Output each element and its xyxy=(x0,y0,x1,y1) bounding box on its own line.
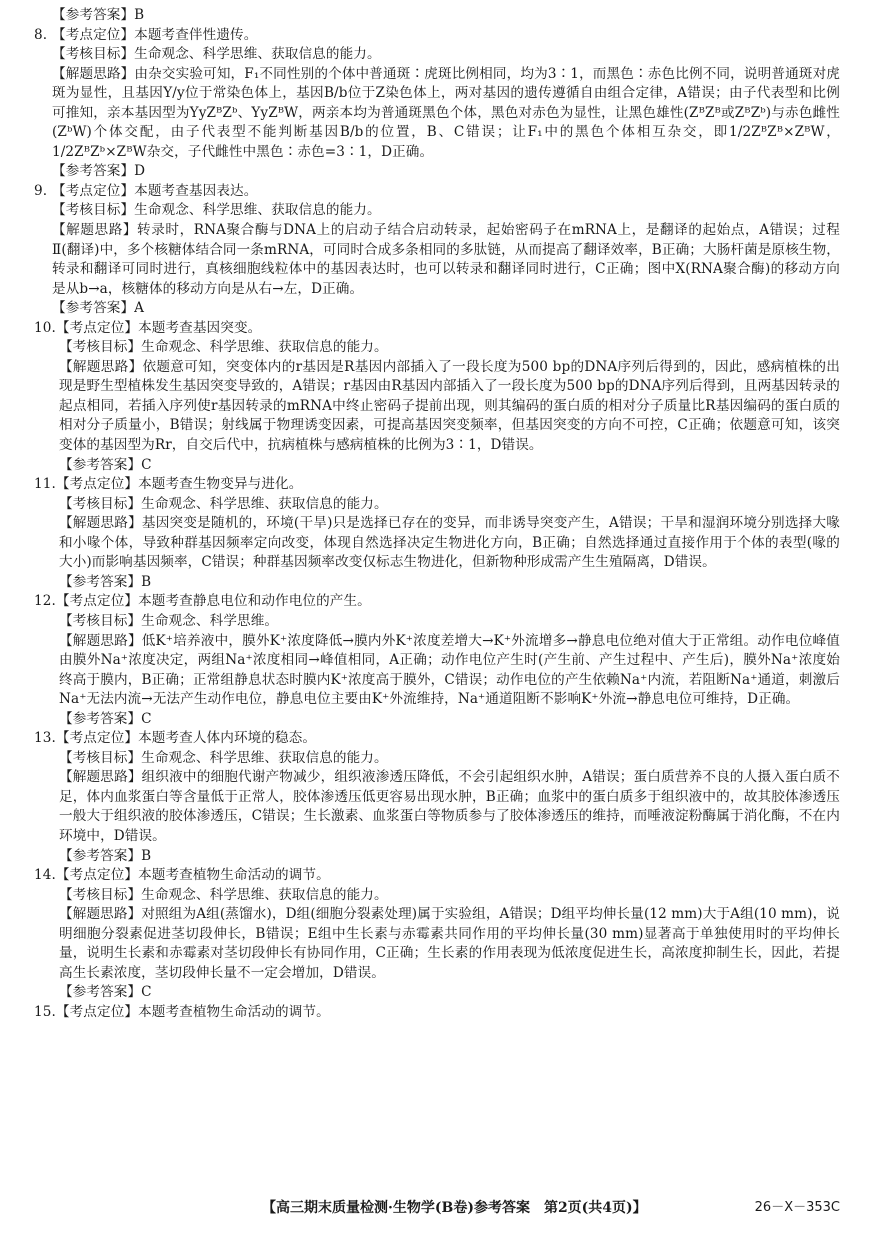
answer-text: 【参考答案】B xyxy=(59,573,152,590)
answer-text: 【参考答案】A xyxy=(52,300,145,317)
goal-text: 【考核目标】生命观念、科学思维、获取信息的能力。 xyxy=(59,339,388,356)
question-number: 8. xyxy=(34,26,48,43)
footer-title: 【高三期末质量检测·生物学(B卷)参考答案 第2页(共4页)】 xyxy=(261,1200,647,1216)
goal-text: 【考核目标】生命观念、科学思维、获取信息的能力。 xyxy=(52,46,381,63)
question-8-point xyxy=(34,26,840,46)
analysis-text: 【解题思路】低K⁺培养液中，膜外K⁺浓度降低→膜内外K⁺浓度差增大→K⁺外流增多→静息电位绝对值大于正常组。动作电位峰值由膜外Na⁺浓度决定，两组Na⁺浓度相同→峰值相同，A正确；动作电位产生时(产生前、产生过程中、产生后)，膜外Na⁺浓度始终高于膜内，B正确；正常组静息状态时膜内K⁺浓度高于膜外，C错误；动作电位的产生依赖Na⁺内流，若阻断Na⁺通道，刺激后Na⁺无法内流→无法产生动作电位，静息电位主要由K⁺外流维持，Na⁺通道阻断不影响K⁺外流→静息电位可维持，D正确。 xyxy=(59,632,840,708)
question-11-analysis xyxy=(34,514,840,573)
question-15-point xyxy=(34,1003,840,1023)
question-number: 11. xyxy=(34,476,56,493)
question-13-analysis xyxy=(34,768,840,846)
analysis-text: 【解题思路】依题意可知，突变体内的r基因是R基因内部插入了一段长度为500 bp的DNA序列后得到的，因此，感病植株的出现是野生型植株发生基因突变导致的，A错误；r基因由R基因内部插入了一段长度为500 bp的DNA序列后得到，且两基因转录的起点相同，若插入序列使r基因转录的mRNA中终止密码子提前出现，则其编码的蛋白质的相对分子质量比R基因编码的蛋白质的相对分子质量小，B错误；射线属于物理诱变因素，可提高基因突变频率，但基因突变的方向不可控，C正确；依题意可知，该突变体的基因型为Rr，自交后代中，抗病植株与感病植株的比例为3∶1，D错误。 xyxy=(59,358,840,454)
question-10-analysis xyxy=(34,358,840,456)
question-14-analysis xyxy=(34,905,840,983)
question-number: 10. xyxy=(34,319,56,336)
point-text: 【考点定位】本题考查植物生命活动的调节。 xyxy=(55,867,330,884)
question-11-goal xyxy=(34,495,840,515)
answer-text: 【参考答案】C xyxy=(59,984,152,1001)
analysis-text: 【解题思路】由杂交实验可知，F₁不同性别的个体中普通斑∶虎斑比例相同，均为3∶1，而黑色∶赤色比例不同，说明普通斑对虎斑为显性，且基因Y/y位于常染色体上，基因B/b位于Z染色体上，两对基因的遗传遵循自由组合定律，A错误；由子代表型和比例可推知，亲本基因型为YyZᴮZᵇ、YyZᴮW，两亲本均为普通斑黑色个体，黑色对赤色为显性，让黑色雄性(ZᴮZᴮ或ZᴮZᵇ)与赤色雌性(ZᵇW)个体交配，由子代表型不能判断基因B/b的位置，B、C错误；让F₁中的黑色个体相互杂交，即1/2ZᴮZᴮ×ZᴮW，1/2ZᴮZᵇ×ZᴮW杂交，子代雌性中黑色∶赤色=3∶1，D正确。 xyxy=(52,65,840,160)
answer-text: 【参考答案】C xyxy=(59,456,152,473)
question-14-answer xyxy=(34,983,840,1003)
question-number: 13. xyxy=(34,730,56,747)
question-11-point xyxy=(34,475,840,495)
question-12-answer xyxy=(34,710,840,730)
point-text: 【考点定位】本题考查伴性遗传。 xyxy=(52,26,258,43)
question-13-goal xyxy=(34,749,840,769)
question-number: 14. xyxy=(34,867,56,884)
footer-code: 26－X－353C xyxy=(754,1200,840,1215)
question-8-goal xyxy=(34,45,840,65)
point-text: 【考点定位】本题考查基因突变。 xyxy=(55,319,262,336)
question-9-goal xyxy=(34,201,840,221)
answer-key-content xyxy=(34,6,840,1022)
point-text: 【考点定位】本题考查基因表达。 xyxy=(52,182,258,199)
question-10-answer xyxy=(34,456,840,476)
answer-text: 【参考答案】D xyxy=(52,163,146,180)
question-number: 15. xyxy=(34,1003,56,1020)
question-11-answer xyxy=(34,573,840,593)
question-14-goal xyxy=(34,886,840,906)
question-13-point xyxy=(34,729,840,749)
question-10-goal xyxy=(34,338,840,358)
question-12-point xyxy=(34,592,840,612)
analysis-text: 【解题思路】组织液中的细胞代谢产物减少，组织液渗透压降低，不会引起组织水肿，A错误；蛋白质营养不良的人摄入蛋白质不足，体内血浆蛋白等含量低于正常人，胶体渗透压低更容易出现水肿，B正确；血浆中的蛋白质多于组织液中的，故其胶体渗透压一般大于组织液的胶体渗透压，C错误；生长激素、血浆蛋白等物质参与了胶体渗透压的维持，而唾液淀粉酶属于消化酶，不在内环境中，D错误。 xyxy=(59,769,840,844)
question-9-answer xyxy=(34,299,840,319)
goal-text: 【考核目标】生命观念、科学思维、获取信息的能力。 xyxy=(52,202,381,219)
question-12-goal xyxy=(34,612,840,632)
question-9-analysis xyxy=(34,221,840,299)
question-10-point xyxy=(34,319,840,339)
question-13-answer xyxy=(34,847,840,867)
goal-text: 【考核目标】生命观念、科学思维。 xyxy=(59,612,279,629)
goal-text: 【考核目标】生命观念、科学思维、获取信息的能力。 xyxy=(59,495,388,512)
goal-text: 【考核目标】生命观念、科学思维、获取信息的能力。 xyxy=(59,749,388,766)
analysis-text: 【解题思路】对照组为A组(蒸馏水)，D组(细胞分裂素处理)属于实验组，A错误；D组平均伸长量(12 mm)大于A组(10 mm)，说明细胞分裂素促进茎切段伸长，B错误；E组中生长素与赤霉素共同作用的平均伸长量(30 mm)显著高于单独使用时的平均伸长量，说明生长素和赤霉素对茎切段伸长有协同作用，C正确；生长素的作用表现为低浓度促进生长，高浓度抑制生长，因此，若提高生长素浓度，茎切段伸长量不一定会增加，D错误。 xyxy=(59,906,840,981)
question-8-analysis xyxy=(34,65,840,163)
question-number: 12. xyxy=(34,593,56,610)
answer-text: 【参考答案】C xyxy=(59,710,152,727)
question-number: 9. xyxy=(34,182,48,199)
point-text: 【考点定位】本题考查植物生命活动的调节。 xyxy=(55,1003,330,1020)
point-text: 【考点定位】本题考查人体内环境的稳态。 xyxy=(55,730,317,747)
question-9-point xyxy=(34,182,840,202)
previous-answer: 【参考答案】B xyxy=(52,7,145,23)
analysis-text: 【解题思路】基因突变是随机的，环境(干旱)只是选择已存在的变异，而非诱导突变产生，A错误；干旱和湿润环境分别选择大喙和小喙个体，导致种群基因频率定向改变，体现自然选择决定生物进化方向，B正确；自然选择通过直接作用于个体的表型(喙的大小)而影响基因频率，C错误；种群基因频率改变仅标志生物进化，但新物种形成需产生生殖隔离，D错误。 xyxy=(59,515,840,571)
analysis-text: 【解题思路】转录时，RNA聚合酶与DNA上的启动子结合启动转录，起始密码子在mRNA上，是翻译的起始点，A错误；过程Ⅱ(翻译)中，多个核糖体结合同一条mRNA，可同时合成多条相同的多肽链，从而提高了翻译效率，B正确；大肠杆菌是原核生物，转录和翻译可同时进行，真核细胞线粒体中的基因表达时，也可以转录和翻译同时进行，C正确；图中X(RNA聚合酶)的移动方向是从b→a，核糖体的移动方向是从右→左，D正确。 xyxy=(52,222,840,297)
question-list xyxy=(34,26,840,1023)
question-12-analysis xyxy=(34,632,840,710)
goal-text: 【考核目标】生命观念、科学思维、获取信息的能力。 xyxy=(59,886,388,903)
answer-text: 【参考答案】B xyxy=(59,847,152,864)
question-8-answer xyxy=(34,162,840,182)
page-footer xyxy=(34,1198,840,1218)
point-text: 【考点定位】本题考查静息电位和动作电位的产生。 xyxy=(55,593,371,610)
question-14-point xyxy=(34,866,840,886)
point-text: 【考点定位】本题考查生物变异与进化。 xyxy=(55,476,303,493)
